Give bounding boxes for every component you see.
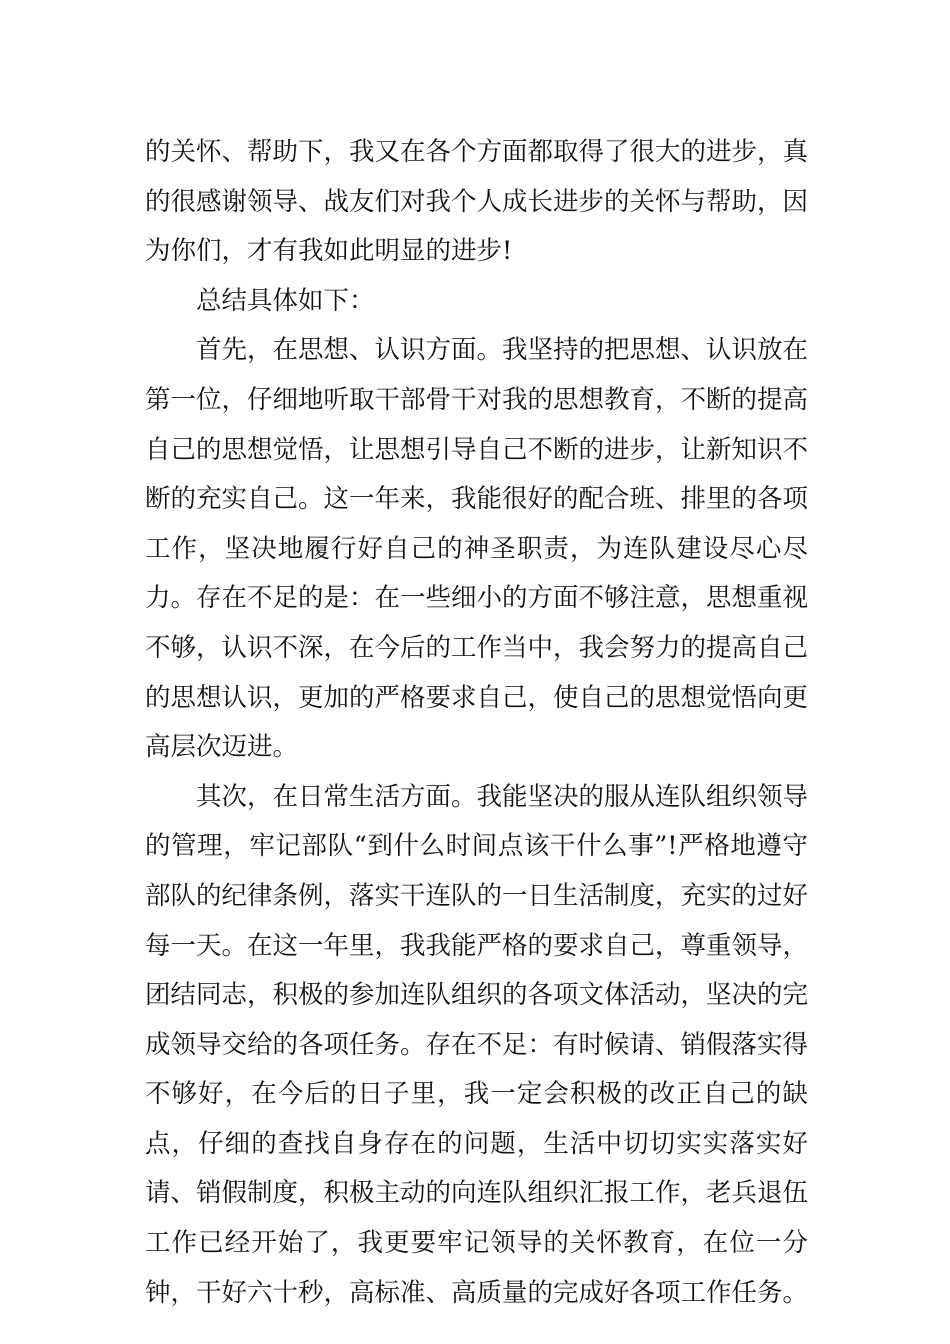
paragraph-summary-intro: 总结具体如下： xyxy=(196,285,375,316)
paragraph-daily-life: 其次，在日常生活方面。我能坚决的服从连队组织领导的管理，牢记部队“到什么时间点该干什么事”!严格地遵守部队的纪律条例，落实干连队的一日生活制度，充实的过好每一天。在这一年里，我我能严格的要求自己，尊重领导，团结同志，积极的参加连队组织的各项文体活动，坚决的完成领导交给的各项任务。存在不足：有时候请、销假落实得不够好，在今后的日子里，我一定会积极的改正自己的缺点，仔细的查找自身存在的问题，生活中切切实实落实好请、销假制度，积极主动的向连队组织汇报工作，老兵退伍工作已经开始了，我更要牢记领导的关怀教育，在位一分钟，干好六十秒，高标准、高质量的完成好各项工作任务。 xyxy=(145,781,809,1308)
paragraph-thought-awareness: 首先，在思想、认识方面。我坚持的把思想、认识放在第一位，仔细地听取干部骨干对我的思想教育，不断的提高自己的思想觉悟，让思想引导自己不断的进步，让新知识不断的充实自己。这一年来，我能很好的配合班、排里的各项工作，坚决地履行好自己的神圣职责，为连队建设尽心尽力。存在不足的是：在一些细小的方面不够注意，思想重视不够，认识不深，在今后的工作当中，我会努力的提高自己的思想认识，更加的严格要求自己，使自己的思想觉悟向更高层次迈进。 xyxy=(145,335,809,763)
document-body xyxy=(145,128,808,1318)
paragraph-continuation: 的关怀、帮助下，我又在各个方面都取得了很大的进步，真的很感谢领导、战友们对我个人成长进步的关怀与帮助，因为你们，才有我如此明显的进步! xyxy=(145,137,809,267)
